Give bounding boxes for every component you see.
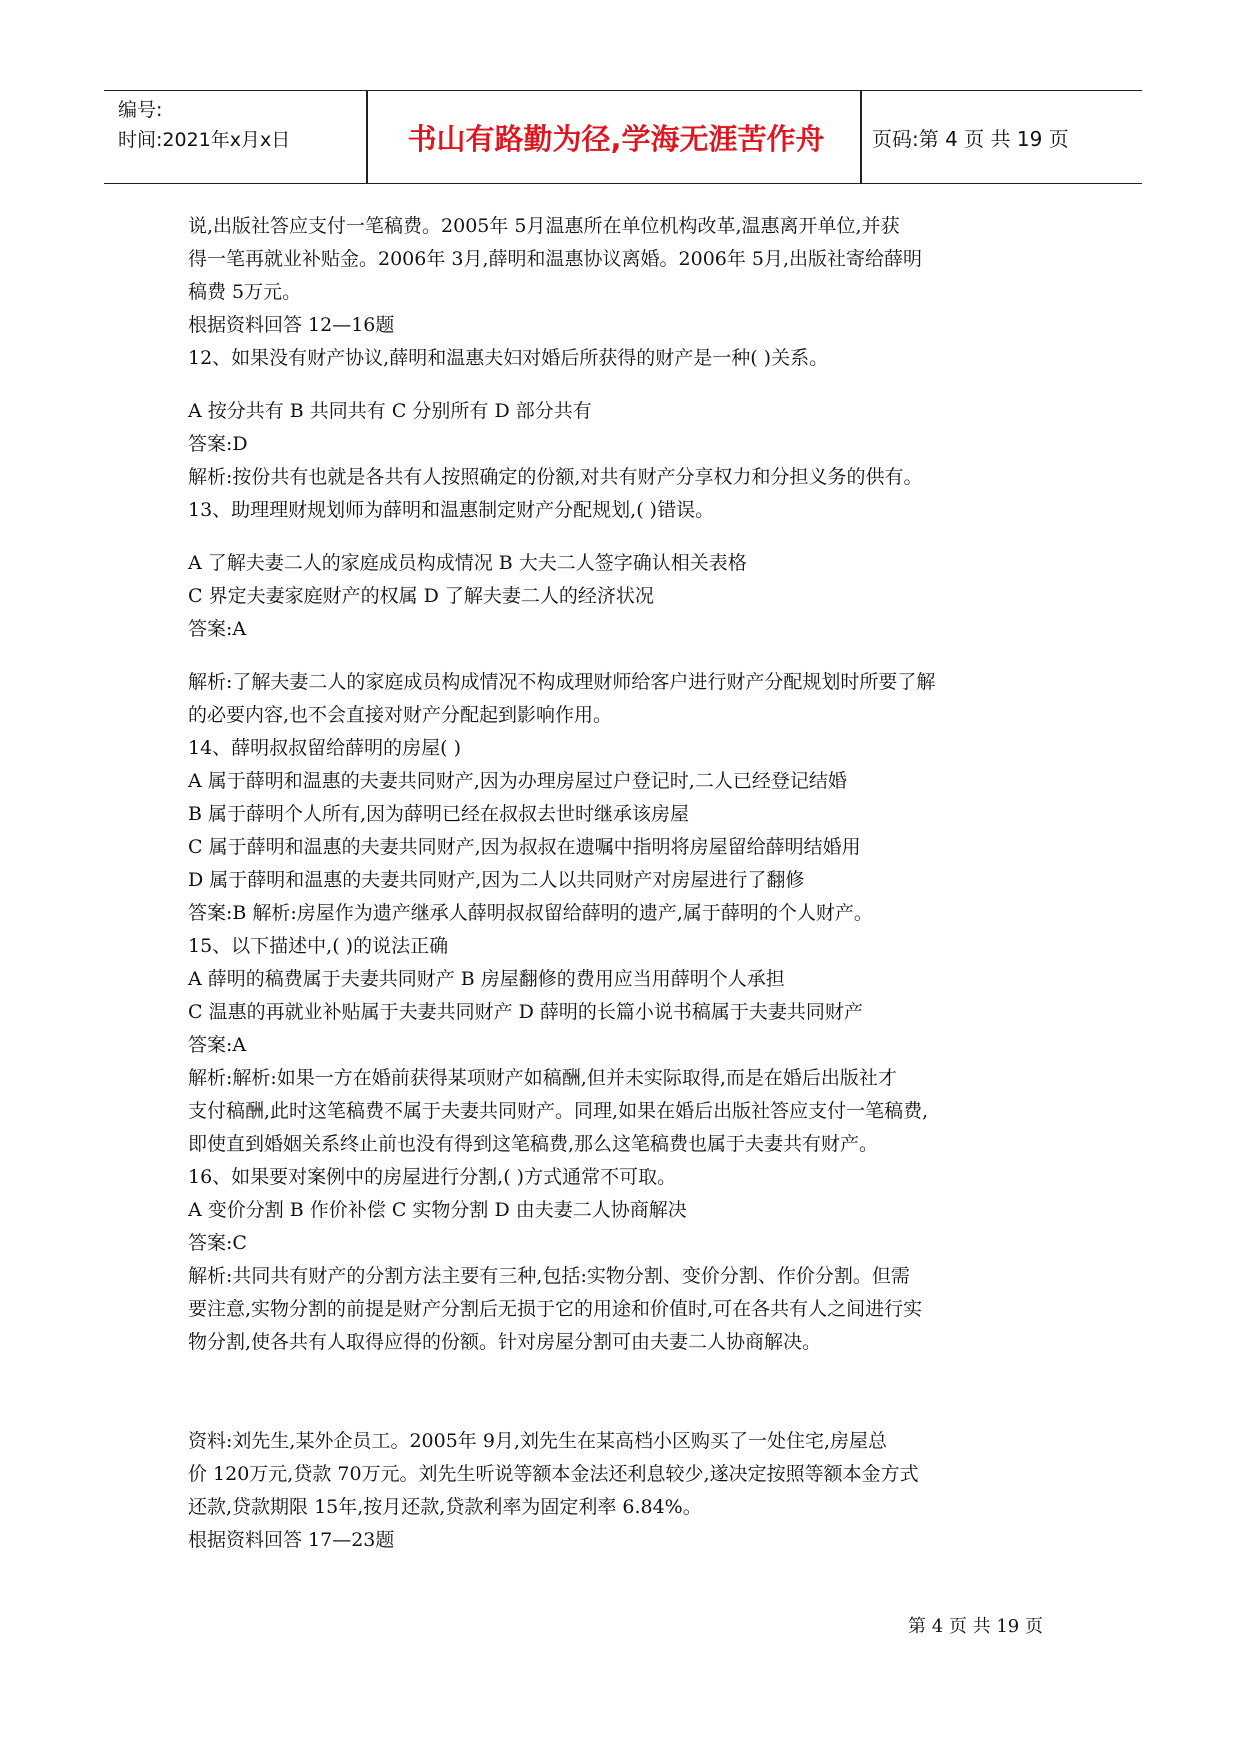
question-14: 14、薛明叔叔留给薛明的房屋( ): [188, 737, 462, 759]
text-line: 得一笔再就业补贴金。2006年 3月,薛明和温惠协议离婚。2006年 5月,出版社寄给薛明: [188, 248, 923, 270]
question-13: 13、助理理财规划师为薛明和温惠制定财产分配规划,( )错误。: [188, 499, 715, 521]
answer-16: 答案:C: [188, 1232, 247, 1254]
header-divider-right: [860, 91, 862, 183]
question-15: 15、以下描述中,( )的说法正确: [188, 935, 449, 957]
analysis-15: 解析:解析:如果一方在婚前获得某项财产如稿酬,但并未实际取得,而是在婚后出版社才: [188, 1067, 897, 1089]
option-14-b: B 属于薛明个人所有,因为薛明已经在叔叔去世时继承该房屋: [188, 803, 690, 825]
options-13-cd: C 界定夫妻家庭财产的权属 D 了解夫妻二人的经济状况: [188, 585, 654, 607]
text-line: 支付稿酬,此时这笔稿费不属于夫妻共同财产。同理,如果在婚后出版社答应支付一笔稿费,: [188, 1100, 929, 1122]
text-line: 的必要内容,也不会直接对财产分配起到影响作用。: [188, 704, 613, 726]
options-15-ab: A 薛明的稿费属于夫妻共同财产 B 房屋翻修的费用应当用薛明个人承担: [188, 968, 785, 990]
question-12: 12、如果没有财产协议,薛明和温惠夫妇对婚后所获得的财产是一种( )关系。: [188, 347, 829, 369]
answer-12: 答案:D: [188, 433, 248, 455]
options-15-cd: C 温惠的再就业补贴属于夫妻共同财产 D 薛明的长篇小说书稿属于夫妻共同财产: [188, 1001, 863, 1023]
options-12: A 按分共有 B 共同共有 C 分别所有 D 部分共有: [188, 400, 592, 422]
analysis-16: 解析:共同共有财产的分割方法主要有三种,包括:实物分割、变价分割、作价分割。但需: [188, 1265, 910, 1287]
blank-line: [188, 527, 1068, 547]
blank-line: [188, 1392, 1068, 1425]
header-page-label: 页码:第 4 页 共 19 页: [872, 126, 1069, 151]
text-line: 物分割,使各共有人取得应得的份额。针对房屋分割可由夫妻二人协商解决。: [188, 1331, 822, 1353]
option-14-a: A 属于薛明和温惠的夫妻共同财产,因为办理房屋过户登记时,二人已经登记结婚: [188, 770, 847, 792]
blank-line: [188, 646, 1068, 666]
answer-15: 答案:A: [188, 1034, 247, 1056]
page-footer: 第 4 页 共 19 页: [908, 1616, 1043, 1637]
text-line: 还款,贷款期限 15年,按月还款,贷款利率为固定利率 6.84%。: [188, 1496, 702, 1518]
option-14-c: C 属于薛明和温惠的夫妻共同财产,因为叔叔在遗嘱中指明将房屋留给薛明结婚用: [188, 836, 861, 858]
options-13-ab: A 了解夫妻二人的家庭成员构成情况 B 大夫二人签字确认相关表格: [188, 552, 747, 574]
question-16: 16、如果要对案例中的房屋进行分割,( )方式通常不可取。: [188, 1166, 677, 1188]
option-14-d: D 属于薛明和温惠的夫妻共同财产,因为二人以共同财产对房屋进行了翻修: [188, 869, 805, 891]
options-16: A 变价分割 B 作价补偿 C 实物分割 D 由夫妻二人协商解决: [188, 1199, 687, 1221]
text-line: 即使直到婚姻关系终止前也没有得到这笔稿费,那么这笔稿费也属于夫妻共有财产。: [188, 1133, 879, 1155]
text-line: 稿费 5万元。: [188, 281, 302, 303]
blank-line: [188, 1359, 1068, 1392]
page-header: [104, 90, 1142, 184]
blank-line: [188, 375, 1068, 395]
answer-14: 答案:B 解析:房屋作为遗产继承人薛明叔叔留给薛明的遗产,属于薛明的个人财产。: [188, 902, 873, 924]
document-body: [188, 210, 1068, 1557]
header-left: [118, 95, 290, 155]
analysis-13: 解析:了解夫妻二人的家庭成员构成情况不构成理财师给客户进行财产分配规划时所要了解: [188, 671, 936, 693]
header-motto: 书山有路勤为径,学海无涯苦作舟: [407, 121, 825, 156]
header-time-label: 时间:2021年x月x日: [118, 129, 291, 151]
analysis-12: 解析:按份共有也就是各共有人按照确定的份额,对共有财产分享权力和分担义务的供有。: [188, 466, 923, 488]
text-line: 说,出版社答应支付一笔稿费。2005年 5月温惠所在单位机构改革,温惠离开单位,并获: [188, 215, 900, 237]
text-line: 要注意,实物分割的前提是财产分割后无损于它的用途和价值时,可在各共有人之间进行实: [188, 1298, 923, 1320]
text-line: 价 120万元,贷款 70万元。刘先生听说等额本金法还利息较少,遂决定按照等额本金方式: [188, 1463, 919, 1485]
answer-13: 答案:A: [188, 618, 247, 640]
header-number-label: 编号:: [118, 99, 163, 121]
material-liu: 资料:刘先生,某外企员工。2005年 9月,刘先生在某高档小区购买了一处住宅,房屋总: [188, 1430, 888, 1452]
text-line: 根据资料回答 12—16题: [188, 314, 395, 336]
text-line: 根据资料回答 17—23题: [188, 1529, 395, 1551]
